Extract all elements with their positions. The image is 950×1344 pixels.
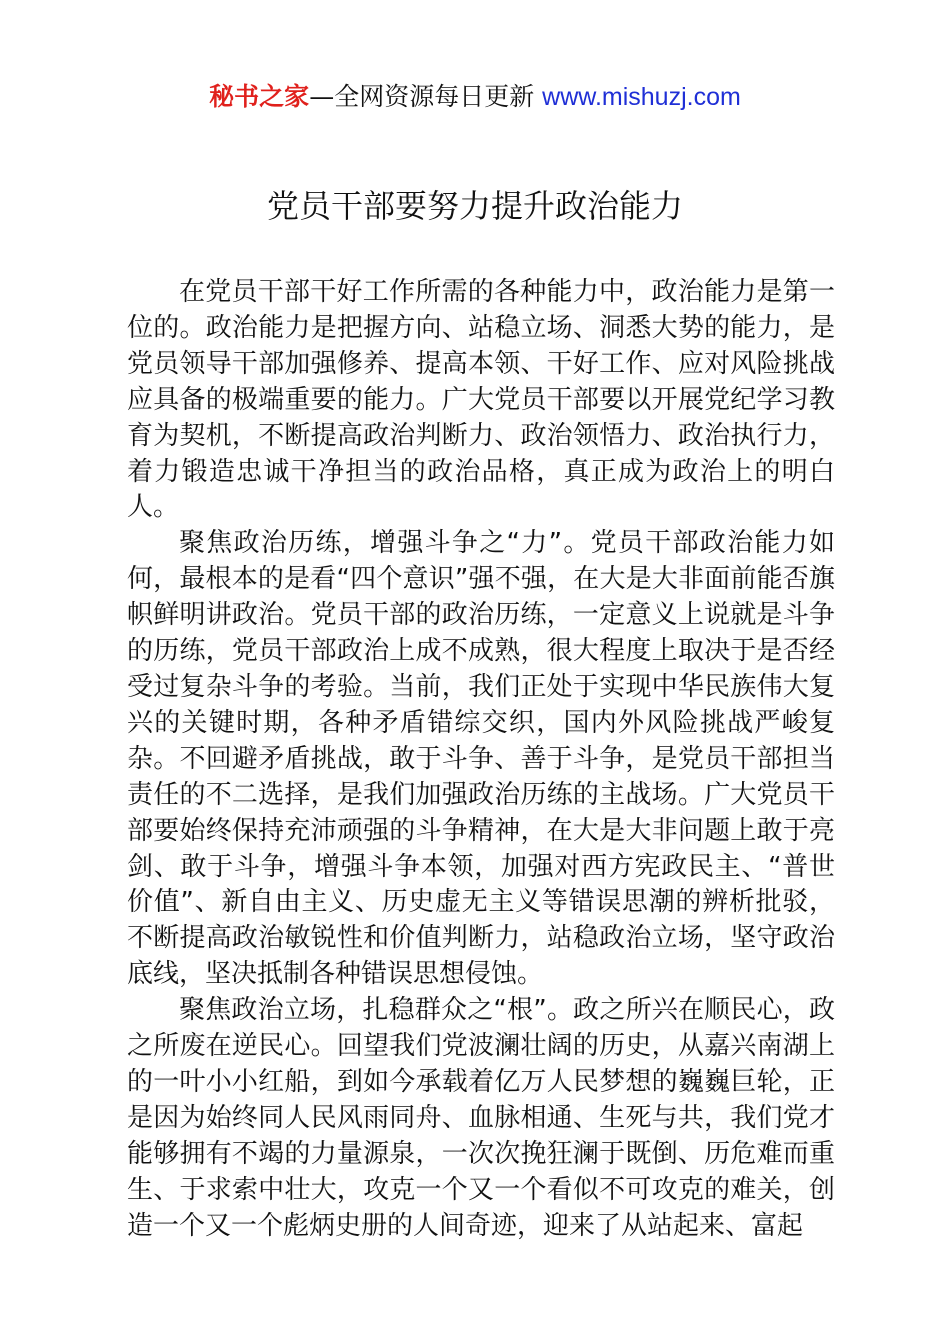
paragraph: 聚焦政治历练，增强斗争之“力”。党员干部政治能力如何，最根本的是看“四个意识”强不强，在大是大非面前能否旗帜鲜明讲政治。党员干部的政治历练，一定意义上说就是斗争的历练，党员干部政治上成不成熟，很大程度上取决于是否经受过复杂斗争的考验。当前，我们正处于实现中华民族伟大复兴的关键时期，各种矛盾错综交织，国内外风险挑战严峻复杂。不回避矛盾挑战，敢于斗争、善于斗争，是党员干部担当责任的不二选择，是我们加强政治历练的主战场。广大党员干部要始终保持充沛顽强的斗争精神，在大是大非问题上敢于亮剑、敢于斗争，增强斗争本领，加强对西方宪政民主、“普世价值”、新自由主义、历史虚无主义等错误思潮的辨析批驳，不断提高政治敏锐性和价值判断力，站稳政治立场，坚守政治底线，坚决抵制各种错误思想侵蚀。: [127, 528, 835, 990]
document-body: [127, 275, 835, 1244]
document-title: 党员干部要努力提升政治能力: [266, 187, 683, 225]
site-url-link[interactable]: www.mishuzj.com: [542, 83, 741, 111]
site-brand: 秘书之家: [209, 82, 310, 111]
paragraph: 聚焦政治立场，扎稳群众之“根”。政之所兴在顺民心，政之所废在逆民心。回望我们党波澜壮阔的历史，从嘉兴南湖上的一叶小小红船，到如今承载着亿万人民梦想的巍巍巨轮，正是因为始终同人民风雨同舟、血脉相通、生死与共，我们党才能够拥有不竭的力量源泉，一次次挽狂澜于既倒、历危难而重生、于求索中壮大，攻克一个又一个看似不可攻克的难关，创造一个又一个彪炳史册的人间奇迹，迎来了从站起来、富起: [127, 995, 835, 1241]
site-slogan: —全网资源每日更新: [309, 82, 535, 111]
paragraph: 在党员干部干好工作所需的各种能力中，政治能力是第一位的。政治能力是把握方向、站稳立场、洞悉大势的能力，是党员领导干部加强修养、提高本领、干好工作、应对风险挑战应具备的极端重要的能力。广大党员干部要以开展党纪学习教育为契机，不断提高政治判断力、政治领悟力、政治执行力，着力锻造忠诚干净担当的政治品格，真正成为政治上的明白人。: [127, 277, 835, 523]
site-header: [0, 80, 950, 114]
